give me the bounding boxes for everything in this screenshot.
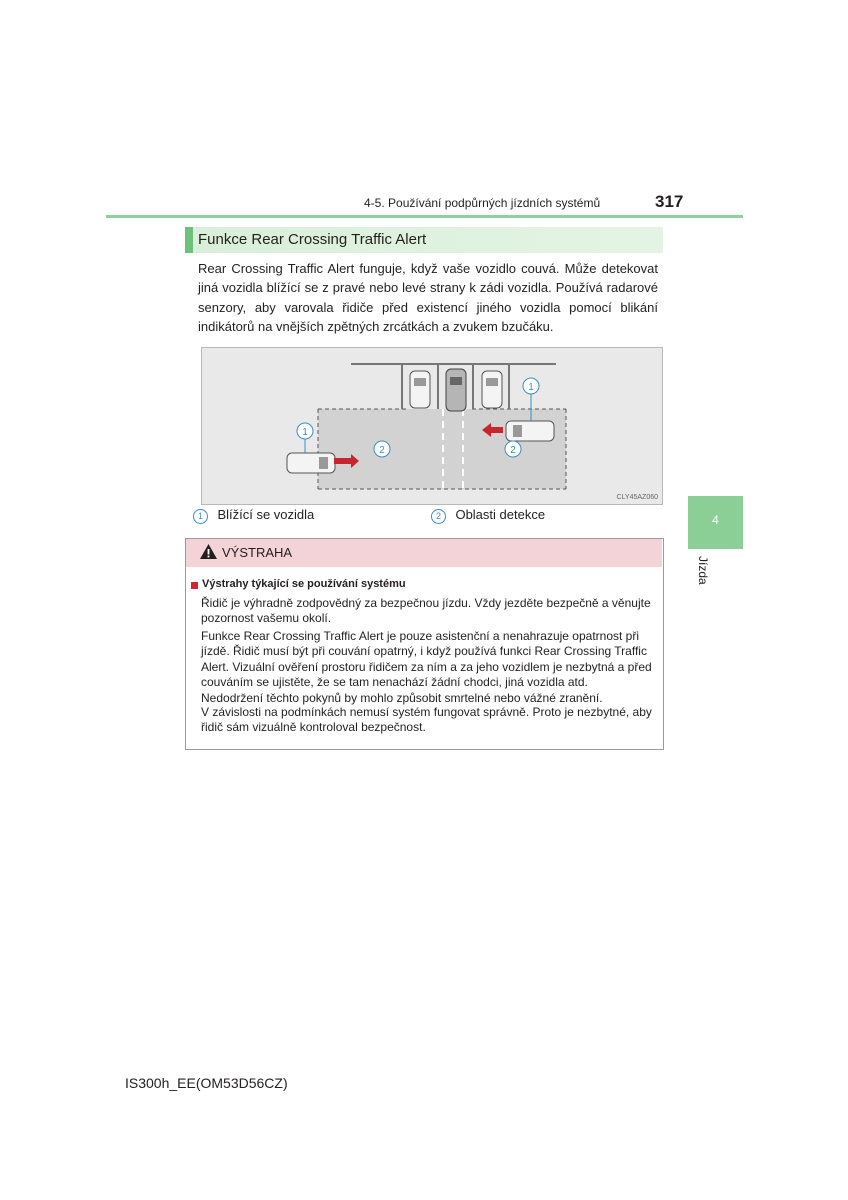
warning-paragraph-1: Řidič je výhradně zodpovědný za bezpečnou jízdu. Vždy jezděte bezpečně a věnujte pozornost vašemu okolí.: [201, 596, 651, 626]
rcta-diagram: [201, 347, 663, 505]
own-vehicle-reversing: [446, 369, 466, 411]
running-header: 4-5. Používání podpůrných jízdních systémů: [364, 196, 601, 210]
callout-1-left-label: 1: [302, 427, 308, 438]
chapter-label: Jízda: [696, 556, 710, 585]
warning-title: VÝSTRAHA: [222, 545, 293, 560]
figure: [201, 347, 663, 505]
legend-text-2: Oblasti detekce: [455, 507, 546, 522]
warning-paragraph-2: Funkce Rear Crossing Traffic Alert je pouze asistenční a nenahrazuje opatrnost při jízdě. Řidič musí být při couvání opatrný, i když používá funkci Rear Crossing Traffic Alert. Vizuální ověření prostoru řidičem za ním a za jeho vozidlem je nezbytná a před couváním se ujistěte, že se tam nenachází žádní chodci, jiná vozidla atd. Nedodržení těchto pokynů by mohlo způsobit smrtelné nebo vážné zranění.: [201, 629, 652, 705]
legend-number-1: 1: [193, 509, 208, 524]
legend-text-1: Blížící se vozidla: [217, 507, 315, 522]
parked-car-left-window: [414, 378, 426, 386]
parked-car-left: [410, 371, 430, 408]
warning-subheading: Výstrahy týkající se používání systému: [202, 578, 406, 590]
approaching-vehicle-left-window: [319, 457, 328, 469]
intro-paragraph: Rear Crossing Traffic Alert funguje, když vaše vozidlo couvá. Může detekovat jiná vozidla blížící se z pravé nebo levé strany k zádi vozidla. Používá radarové senzory, aby varovala řidiče před existencí jiného vozidla pomocí blikání indikátorů na vnějších zpětných zrcátkách a zvukem bzučáku.: [198, 261, 658, 335]
footer-model-code: IS300h_EE(OM53D56CZ): [125, 1075, 288, 1091]
figure-code: CLY45AZ060: [616, 494, 658, 501]
chapter-number: 4: [712, 513, 719, 527]
legend-item-2: [431, 506, 545, 524]
approaching-vehicle-right-window: [513, 425, 522, 437]
callout-1-right-label: 1: [528, 382, 534, 393]
callout-2-right-label: 2: [510, 445, 516, 456]
legend-number-2: 2: [431, 509, 446, 524]
section-heading-accent: [185, 227, 193, 253]
warning-paragraph-3: V závislosti na podmínkách nemusí systém fungovat správně. Proto je nezbytné, aby řidič sám vizuálně kontroloval bezpečnost.: [201, 705, 652, 735]
warning-bullet-icon: [191, 582, 198, 589]
chapter-tab: [688, 496, 743, 549]
warning-icon: [199, 543, 218, 565]
page-number: 317: [655, 192, 684, 211]
callout-2-left-label: 2: [379, 445, 385, 456]
header-rule: [106, 215, 743, 218]
legend-item-1: [193, 506, 314, 524]
own-vehicle-window: [450, 377, 462, 385]
parked-car-right-window: [486, 378, 498, 386]
section-heading: Funkce Rear Crossing Traffic Alert: [198, 231, 427, 248]
parked-car-right: [482, 371, 502, 408]
